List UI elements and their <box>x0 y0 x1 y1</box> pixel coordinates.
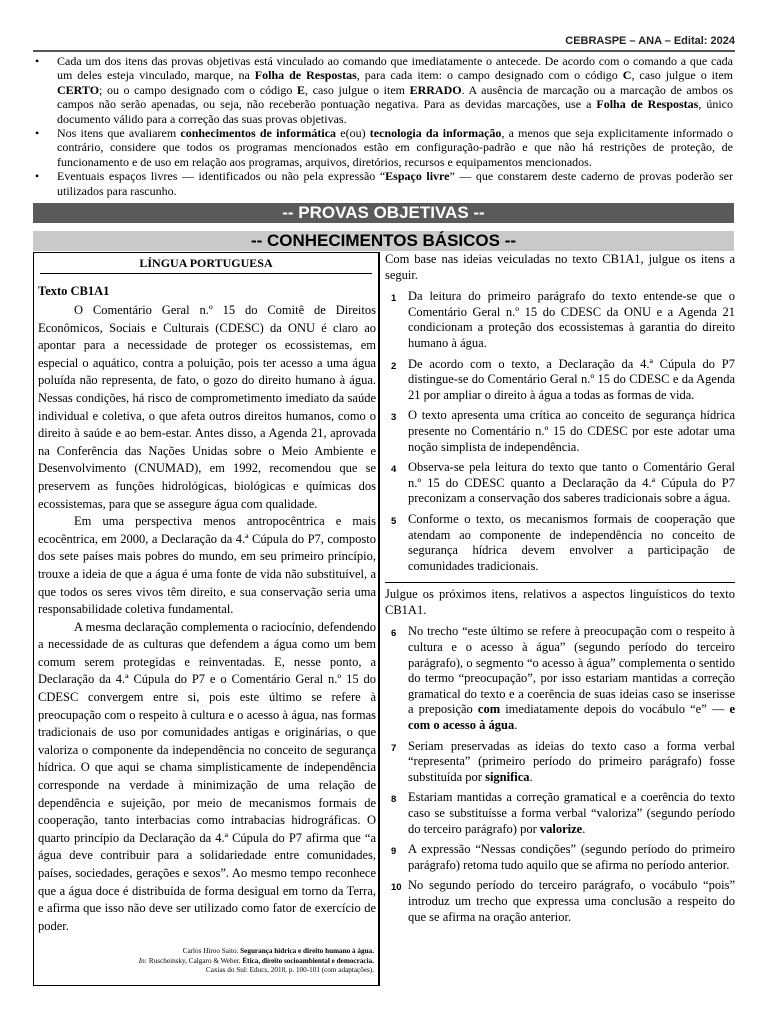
conhecimentos-basicos-banner: -- CONHECIMENTOS BÁSICOS -- <box>33 231 734 251</box>
provas-objetivas-banner: -- PROVAS OBJETIVAS -- <box>33 203 734 223</box>
items-intro: Julgue os próximos itens, relativos a aspectos linguísticos do texto CB1A1. <box>385 587 735 617</box>
passage-column <box>33 252 379 986</box>
instruction-item <box>33 54 733 126</box>
item-number: 2 <box>391 360 397 372</box>
instruction-text: Nos itens que avaliarem conhecimentos de informática e(ou) tecnologia da informação, a menos que seja explicitamente informado o contrário, considere que todos os programas mencionados estão em configuração-padrão e que não há restrições de proteção, de funcionamento e de uso em relação aos programas, arquivos, diretórios, recursos e equipamentos mencionados. <box>57 126 733 169</box>
items-group-1 <box>385 289 735 574</box>
item <box>385 408 735 455</box>
item-text: De acordo com o texto, a Declaração da 4.ª Cúpula do P7 distingue-se do Comentário Geral n.º 15 do CDESC e da Agenda 21 por ampliar o direito à água a todas as formas de vida. <box>408 356 735 402</box>
item-text: No segundo período do terceiro parágrafo, o vocábulo “pois” introduz um trecho que expressa uma conclusão a respeito do que se afirma na oração anterior. <box>408 878 735 924</box>
item-number: 5 <box>391 515 397 527</box>
instructions-list <box>33 54 733 198</box>
instruction-item <box>33 169 733 198</box>
item <box>385 512 735 574</box>
item-number: 9 <box>391 846 397 858</box>
passage-paragraph: O Comentário Geral n.º 15 do Comitê de Direitos Econômicos, Sociais e Culturais (CDESC) da ONU é claro ao apontar para a necessidade de proteger os ecossistemas, em especial o aquático, contra a poluição, pois ter acesso a uma água poluída não representa, de fato, o gozo do direito humano à água. Nessas condições, há risco de comprometimento imediato da saúde individual e coletiva, o que afeta outros direitos humanos, como o direito à saúde e ao bem-estar. Antes disso, a Agenda 21, aprovada na Conferência das Nações Unidas sobre o Meio Ambiente e Desenvolvimento (CNUMAD), em 1992, recomendou que se preservem as funções hidrológicas, biológicas e químicas dos ecossistemas, para que se assegure água com qualidade. <box>38 303 376 511</box>
item-number: 3 <box>391 412 397 424</box>
items-intro: Com base nas ideias veiculadas no texto CB1A1, julgue os itens a seguir. <box>385 252 735 282</box>
items-group-2 <box>385 624 735 925</box>
exam-header: CEBRASPE – ANA – Edital: 2024 <box>565 35 735 47</box>
instruction-text: Eventuais espaços livres — identificados ou não pela expressão “Espaço livre” — que constarem deste caderno de provas poderão ser utilizados para rascunho. <box>57 169 733 198</box>
column-separator <box>379 252 380 986</box>
item-number: 6 <box>391 628 397 640</box>
header-rule <box>33 50 735 52</box>
item <box>385 790 735 837</box>
items-divider <box>385 582 735 583</box>
passage-paragraph: A mesma declaração complementa o raciocínio, defendendo a necessidade de as culturas que defendem a água como um bem comum serem protegidas e reinventadas. E, nesse ponto, a Declaração da 4.ª Cúpula do P7 e o Comentário Geral n.º 15 do CDESC convergem entre si, pois este último se refere à preocupação com o respeito à cultura e o acesso à água, nas formas tradicionais de uso por comunidades antigas e originárias, o que valoriza o componente da independência no conceito de segurança hídrica. O que aqui se chama simplisticamente de independência corresponde na verdade à minimização de uma relação de dependência e sujeição, por meio de mecanismos formais de cooperação, tanto interbacias como intrabacias hidrográficas. O quarto princípio da Declaração da 4.ª Cúpula do P7 afirma que “a água deve contribuir para a solidariedade entre comunidades, países, sociedades, gerações e sexos”. Ao mesmo tempo reconhece que a água doce é distribuída de forma desigual em torno da Terra, e afirma que isso não deve ser utilizado como fator de exercício de poder. <box>38 619 376 933</box>
text-title: Texto CB1A1 <box>38 284 110 298</box>
source-citation: Carlos Hiroo Saito. Segurança hídrica e direito humano à água. In: Ruscheinsky, Calgaro & Weber. Ética, direito socioambiental e democracia. Caxias do Sul: Educs, 2018, p. 100-101 (com adaptações). <box>138 947 374 974</box>
item-text: Conforme o texto, os mecanismos formais de cooperação que atendam ao componente de independência no conceito de segurança hídrica devem envolver a participação de comunidades tradicionais. <box>408 511 735 573</box>
item-text: Estariam mantidas a correção gramatical e a coerência do texto caso se substituísse a forma verbal “valoriza” (segundo período do terceiro parágrafo) por valorize. <box>408 790 735 836</box>
item-number: 4 <box>391 464 397 476</box>
item <box>385 739 735 786</box>
instruction-item <box>33 126 733 169</box>
item <box>385 460 735 507</box>
item-text: Da leitura do primeiro parágrafo do texto entende-se que o Comentário Geral n.º 15 do CDESC da ONU e a Agenda 21 condicionam a proteção dos ecossistemas à garantia do direito humano à água. <box>408 289 735 350</box>
instruction-text: Cada um dos itens das provas objetivas está vinculado ao comando que imediatamente o antecede. De acordo com o comando a que cada um deles esteja vinculado, marque, na Folha de Respostas, para cada item: o campo designado com o código C, caso julgue o item CERTO; ou o campo designado com o código E, caso julgue o item ERRADO. A ausência de marcação ou a marcação de ambos os campos não serão apenadas, ou seja, não receberão pontuação negativa. Para as devidas marcações, use a Folha de Respostas, único documento válido para a correção das suas provas objetivas. <box>57 54 733 126</box>
subject-heading: LÍNGUA PORTUGUESA <box>139 256 273 270</box>
item-text: No trecho “este último se refere à preocupação com o respeito à cultura e o acesso à água” (segundo período do terceiro parágrafo), o segmento “o acesso à água” complementa o sentido do termo “preocupação”, por isso estariam mantidas a correção gramatical do texto e a coerência de suas ideias caso se inserisse a preposição com imediatamente depois do vocábulo “e” — e com o acesso à água. <box>408 624 735 733</box>
items-column <box>385 252 735 930</box>
item-text: O texto apresenta uma crítica ao conceito de segurança hídrica presente no Comentário n.º 15 do CDESC por este adotar uma noção simplista de independência. <box>408 408 735 454</box>
item <box>385 357 735 404</box>
subject-rule <box>40 273 372 274</box>
item-number: 10 <box>391 882 402 894</box>
item-number: 7 <box>391 742 397 754</box>
bullet-icon: • <box>35 169 40 184</box>
passage-text <box>38 302 376 935</box>
item <box>385 289 735 351</box>
item-text: A expressão “Nessas condições” (segundo período do primeiro parágrafo) retoma tudo aquilo que se afirma no período anterior. <box>408 842 735 872</box>
item-text: Seriam preservadas as ideias do texto caso a forma verbal “representa” (primeiro período do primeiro parágrafo) fosse substituída por significa. <box>408 738 735 784</box>
bullet-icon: • <box>35 126 40 141</box>
item-number: 1 <box>391 293 397 305</box>
item-text: Observa-se pela leitura do texto que tanto o Comentário Geral n.º 15 do CDESC quanto a Declaração da 4.ª Cúpula do P7 preconizam a conservação dos saberes tradicionais sobre a água. <box>408 460 735 506</box>
item <box>385 842 735 873</box>
item <box>385 878 735 925</box>
item <box>385 624 735 733</box>
passage-paragraph: Em uma perspectiva menos antropocêntrica e mais ecocêntrica, em 2000, a Declaração da 4.ª Cúpula do P7, composto dos sete países mais pobres do mundo, em seu primeiro princípio, trouxe a ideia de que a água é uma fonte de vida não substituível, a que todos os seres vivos têm direito, e sua conservação seria uma responsabilidade coletiva fundamental. <box>38 514 376 617</box>
item-number: 8 <box>391 794 397 806</box>
bullet-icon: • <box>35 54 40 68</box>
